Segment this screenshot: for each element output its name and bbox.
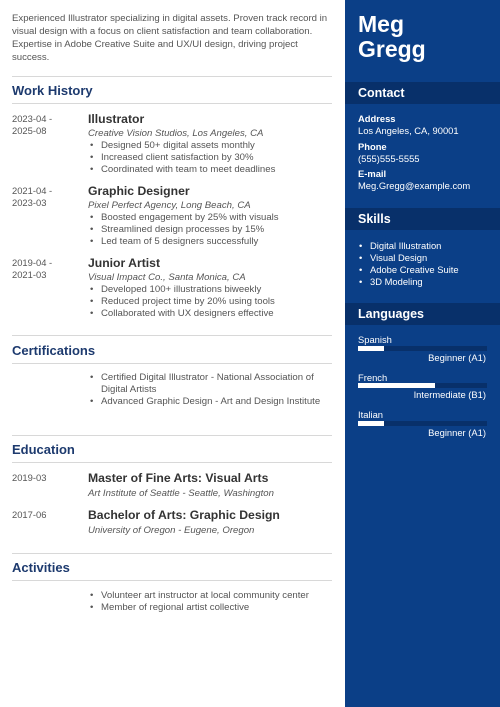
degree: Bachelor of Arts: Graphic Design <box>88 508 280 522</box>
last-name: Gregg <box>358 36 426 62</box>
work-dates: 2021-04 - 2023-03 <box>12 185 53 208</box>
work-dates: 2023-04 - 2025-08 <box>12 113 53 136</box>
list-item: • Coordinated with team to meet deadlines <box>88 164 336 176</box>
list-item: • Increased client satisfaction by 30% <box>88 152 336 164</box>
skill-item: • Visual Design <box>358 252 498 264</box>
list-item: • Led team of 5 designers successfully <box>88 236 336 248</box>
language-name: French <box>358 372 388 383</box>
activities-heading: Activities <box>12 560 70 575</box>
language-level: Beginner (A1) <box>428 427 486 438</box>
section-divider <box>12 103 332 104</box>
language-name: Italian <box>358 409 384 420</box>
section-divider <box>12 553 332 554</box>
certifications-heading: Certifications <box>12 343 96 358</box>
email-label: E-mail <box>358 168 387 179</box>
section-divider <box>12 435 332 436</box>
list-item: • Collaborated with UX designers effective <box>88 308 336 320</box>
first-name: Meg <box>358 11 404 37</box>
language-bar-fill <box>358 383 435 388</box>
education-heading: Education <box>12 442 75 457</box>
contact-heading: Contact <box>345 82 500 104</box>
phone-label: Phone <box>358 141 387 152</box>
language-bar-fill <box>358 346 384 351</box>
section-divider <box>12 335 332 336</box>
list-item: • Boosted engagement by 25% with visuals <box>88 212 336 224</box>
email-value[interactable]: Meg.Gregg@example.com <box>358 180 471 191</box>
skills-list <box>358 240 498 288</box>
language-name: Spanish <box>358 334 392 345</box>
address-label: Address <box>358 113 396 124</box>
work-bullets <box>88 212 336 248</box>
section-divider <box>12 462 332 463</box>
language-level: Intermediate (B1) <box>413 389 486 400</box>
list-item: • Member of regional artist collective <box>88 602 336 614</box>
language-bar <box>358 346 487 351</box>
languages-heading: Languages <box>345 303 500 325</box>
language-bar <box>358 383 487 388</box>
work-dates: 2019-04 - 2021-03 <box>12 257 53 280</box>
section-divider <box>12 76 332 77</box>
list-item: • Advanced Graphic Design - Art and Design Institute <box>88 396 336 408</box>
education-date: 2017-06 <box>12 509 47 520</box>
school: Art Institute of Seattle - Seattle, Washington <box>88 488 274 499</box>
work-bullets <box>88 284 336 320</box>
job-title: Illustrator <box>88 112 145 126</box>
certifications-list <box>88 372 336 408</box>
section-divider <box>12 363 332 364</box>
company: Creative Vision Studios, Los Angeles, CA <box>88 128 264 139</box>
company: Visual Impact Co., Santa Monica, CA <box>88 272 246 283</box>
phone-value: (555)555-5555 <box>358 153 420 164</box>
address-value: Los Angeles, CA, 90001 <box>358 125 459 136</box>
skill-item: • Digital Illustration <box>358 240 498 252</box>
professional-summary: Experienced Illustrator specializing in digital assets. Proven track record in visual design with a focus on client satisfaction and team collaboration. Expertise in Adobe Creative Suite and UX/UI design, driving project success. <box>12 13 328 63</box>
list-item: • Developed 100+ illustrations biweekly <box>88 284 336 296</box>
job-title: Junior Artist <box>88 256 160 270</box>
work-history-heading: Work History <box>12 83 93 98</box>
activities-list <box>88 590 336 614</box>
degree: Master of Fine Arts: Visual Arts <box>88 471 269 485</box>
section-divider <box>12 580 332 581</box>
language-bar-fill <box>358 421 384 426</box>
skill-item: • 3D Modeling <box>358 276 498 288</box>
language-bar <box>358 421 487 426</box>
list-item: • Reduced project time by 20% using tools <box>88 296 336 308</box>
list-item: • Streamlined design processes by 15% <box>88 224 336 236</box>
sidebar <box>345 0 500 707</box>
list-item: • Designed 50+ digital assets monthly <box>88 140 336 152</box>
school: University of Oregon - Eugene, Oregon <box>88 525 255 536</box>
language-level: Beginner (A1) <box>428 352 486 363</box>
candidate-name <box>358 12 426 62</box>
job-title: Graphic Designer <box>88 184 190 198</box>
skill-item: • Adobe Creative Suite <box>358 264 498 276</box>
education-date: 2019-03 <box>12 472 47 483</box>
list-item: • Certified Digital Illustrator - National Association of Digital Artists <box>88 372 336 396</box>
company: Pixel Perfect Agency, Long Beach, CA <box>88 200 251 211</box>
list-item: • Volunteer art instructor at local community center <box>88 590 336 602</box>
skills-heading: Skills <box>345 208 500 230</box>
work-bullets <box>88 140 336 176</box>
